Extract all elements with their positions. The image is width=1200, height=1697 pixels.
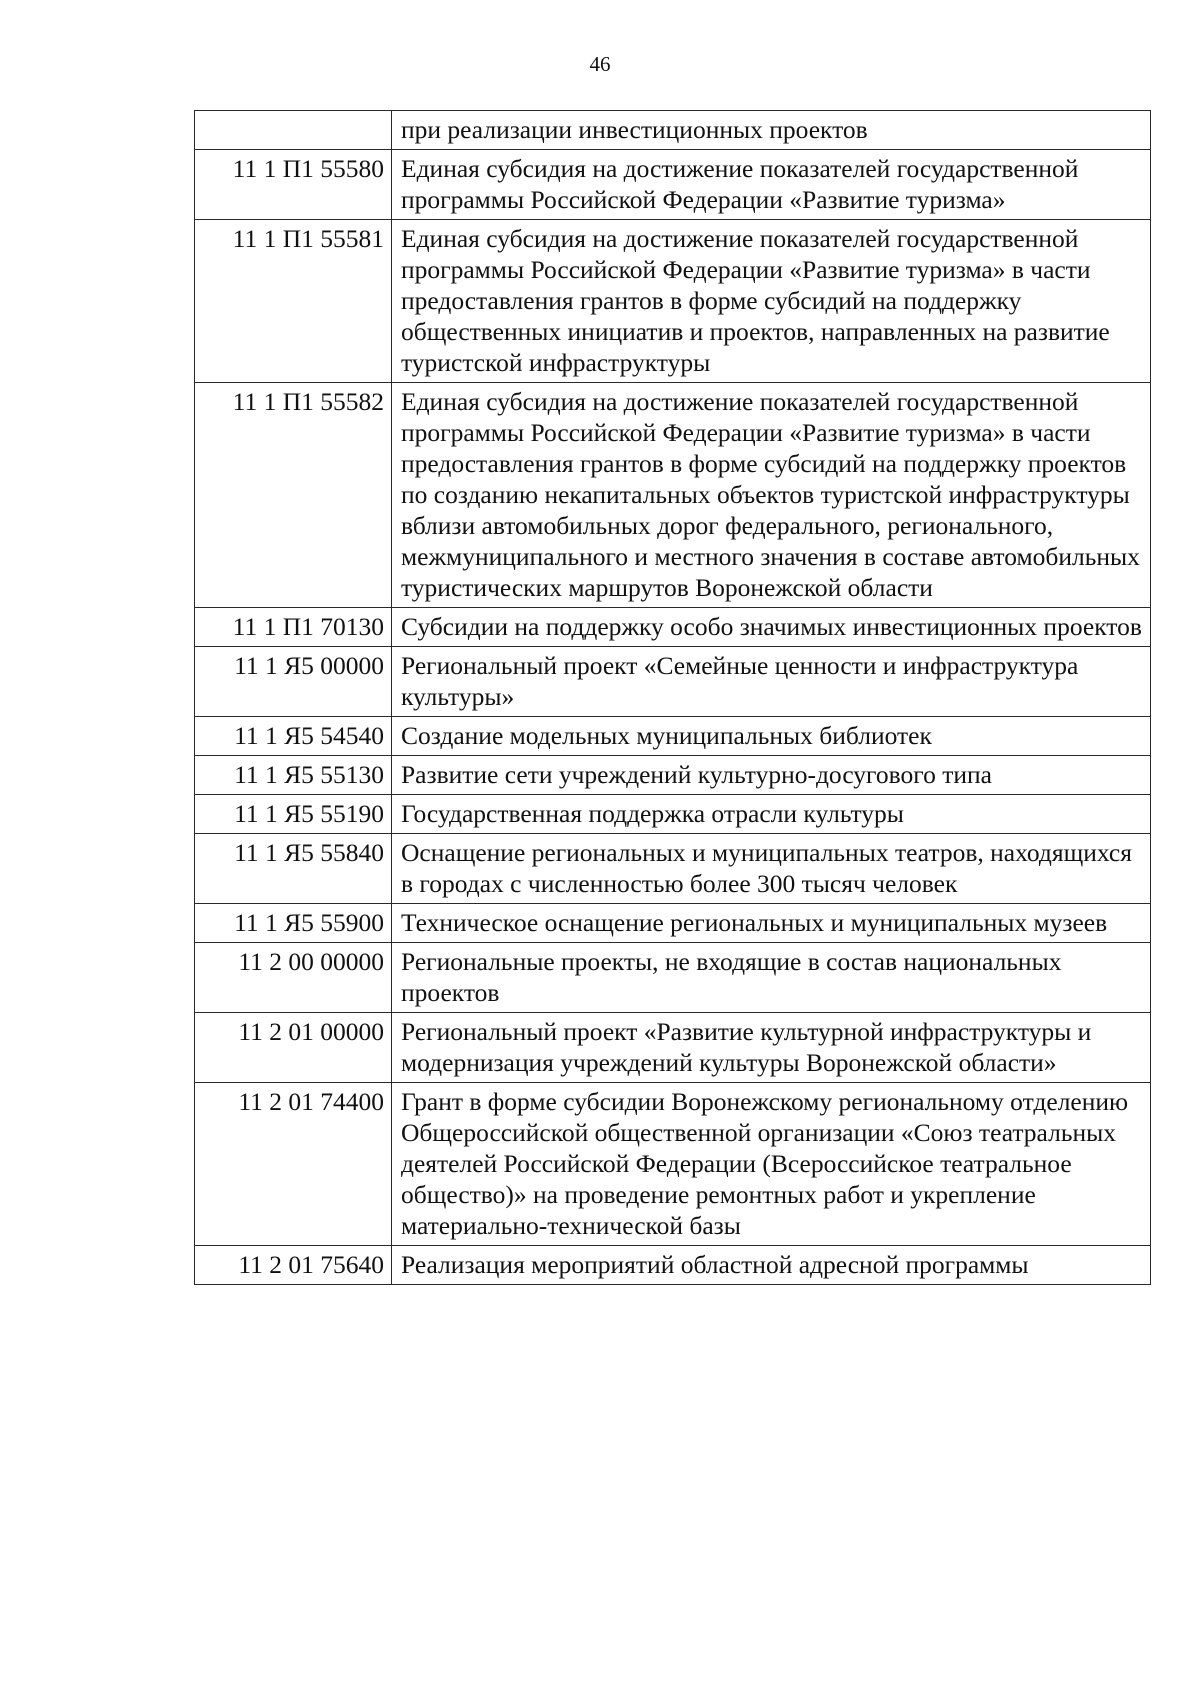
table-row xyxy=(195,383,1151,608)
row-code: 11 2 01 75640 xyxy=(195,1246,392,1285)
row-description: Техническое оснащение региональных и муниципальных музеев xyxy=(392,904,1151,943)
table-row xyxy=(195,1246,1151,1285)
row-description: Единая субсидия на достижение показателей государственной программы Российской Федерации «Развитие туризма» в части предоставления грантов в форме субсидий на поддержку общественных инициатив и проектов, направленных на развитие туристской инфраструктуры xyxy=(392,220,1151,383)
table-body xyxy=(195,111,1151,1285)
row-description: Развитие сети учреждений культурно-досугового типа xyxy=(392,756,1151,795)
table-row xyxy=(195,834,1151,904)
row-description: Региональный проект «Развитие культурной инфраструктуры и модернизация учреждений культуры Воронежской области» xyxy=(392,1013,1151,1083)
table-row xyxy=(195,717,1151,756)
row-description: при реализации инвестиционных проектов xyxy=(392,111,1151,150)
row-description: Создание модельных муниципальных библиотек xyxy=(392,717,1151,756)
table-row xyxy=(195,220,1151,383)
row-code: 11 1 Я5 00000 xyxy=(195,647,392,717)
row-code: 11 1 Я5 55840 xyxy=(195,834,392,904)
table-row xyxy=(195,150,1151,220)
table-row xyxy=(195,1083,1151,1246)
budget-classification-table xyxy=(194,110,1151,1285)
page-number: 46 xyxy=(589,52,611,76)
row-code: 11 1 Я5 54540 xyxy=(195,717,392,756)
row-code: 11 1 Я5 55900 xyxy=(195,904,392,943)
row-code xyxy=(195,111,392,150)
table-row xyxy=(195,647,1151,717)
row-code: 11 2 01 74400 xyxy=(195,1083,392,1246)
row-code: 11 1 П1 70130 xyxy=(195,608,392,647)
table-row xyxy=(195,1013,1151,1083)
row-code: 11 1 П1 55582 xyxy=(195,383,392,608)
row-code: 11 1 П1 55580 xyxy=(195,150,392,220)
row-code: 11 2 01 00000 xyxy=(195,1013,392,1083)
row-description: Региональный проект «Семейные ценности и инфраструктура культуры» xyxy=(392,647,1151,717)
row-code: 11 1 Я5 55190 xyxy=(195,795,392,834)
row-description: Субсидии на поддержку особо значимых инвестиционных проектов xyxy=(392,608,1151,647)
row-description: Региональные проекты, не входящие в состав национальных проектов xyxy=(392,943,1151,1013)
table-row xyxy=(195,795,1151,834)
row-description: Грант в форме субсидии Воронежскому региональному отделению Общероссийской общественной организации «Союз театральных деятелей Российской Федерации (Всероссийское театральное общество)» на проведение ремонтных работ и укрепление материально-технической базы xyxy=(392,1083,1151,1246)
row-description: Реализация мероприятий областной адресной программы xyxy=(392,1246,1151,1285)
table-row xyxy=(195,904,1151,943)
table-row xyxy=(195,111,1151,150)
row-description: Единая субсидия на достижение показателей государственной программы Российской Федерации «Развитие туризма» в части предоставления грантов в форме субсидий на поддержку проектов по созданию некапитальных объектов туристской инфраструктуры вблизи автомобильных дорог федерального, регионального, межмуниципального и местного значения в составе автомобильных туристических маршрутов Воронежской области xyxy=(392,383,1151,608)
row-description: Оснащение региональных и муниципальных театров, находящихся в городах с численностью более 300 тысяч человек xyxy=(392,834,1151,904)
table-row xyxy=(195,943,1151,1013)
row-code: 11 2 00 00000 xyxy=(195,943,392,1013)
row-description: Единая субсидия на достижение показателей государственной программы Российской Федерации «Развитие туризма» xyxy=(392,150,1151,220)
table-row xyxy=(195,608,1151,647)
row-code: 11 1 П1 55581 xyxy=(195,220,392,383)
row-description: Государственная поддержка отрасли культуры xyxy=(392,795,1151,834)
row-code: 11 1 Я5 55130 xyxy=(195,756,392,795)
table-row xyxy=(195,756,1151,795)
